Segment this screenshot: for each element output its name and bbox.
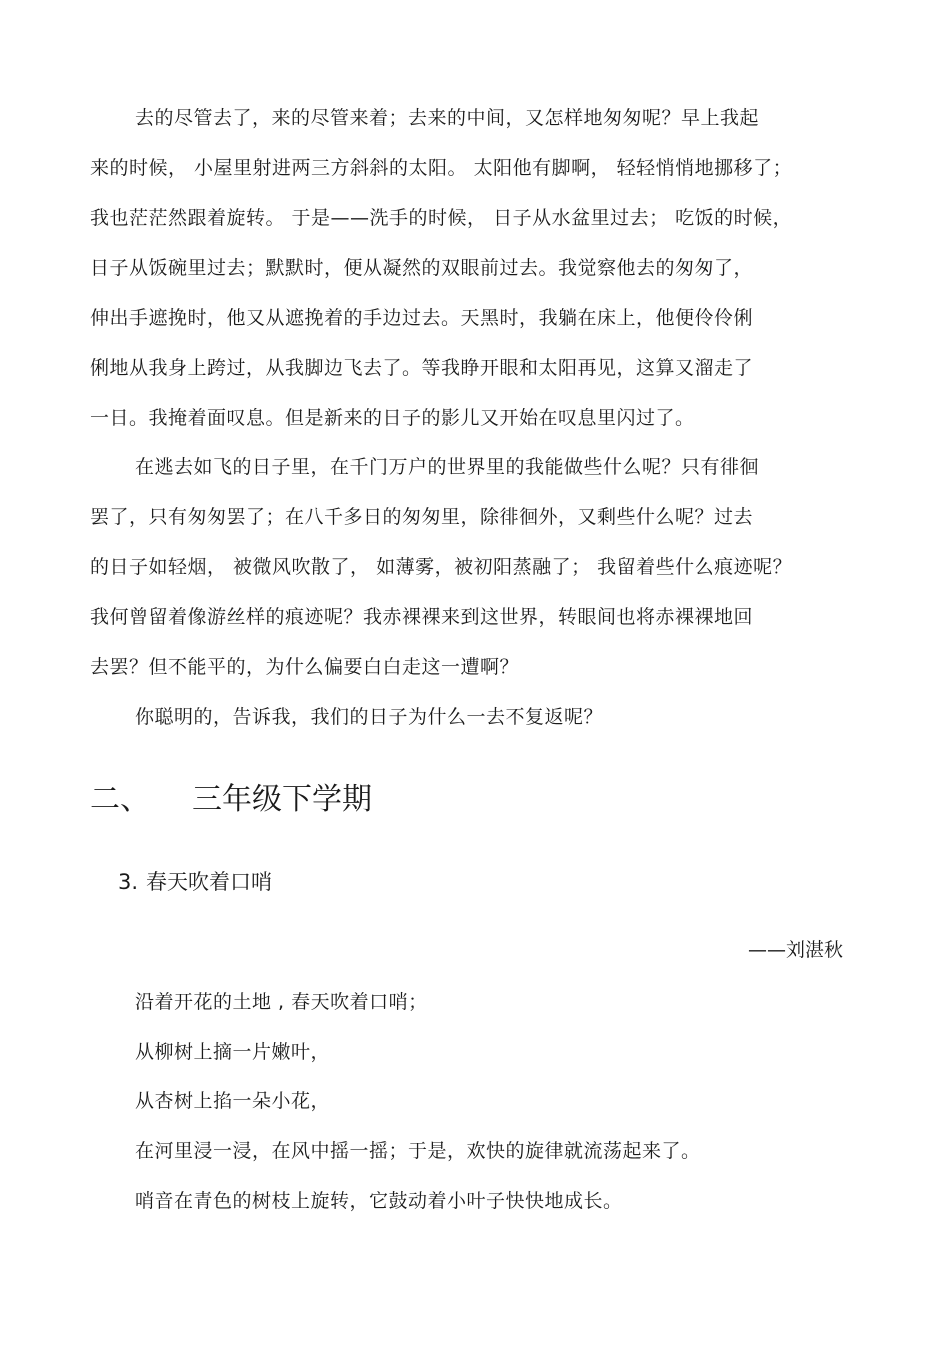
prose-line: 一日。我掩着面叹息。但是新来的日子的影儿又开始在叹息里闪过了。	[90, 407, 695, 429]
poem-line: 从柳树上摘一片嫩叶，	[135, 1041, 331, 1063]
prose-line: 来的时候， 小屋里射进两三方斜斜的太阳。 太阳他有脚啊， 轻轻悄悄地挪移了；	[90, 157, 793, 179]
prose-line: 伸出手遮挽时，他又从遮挽着的手边过去。天黑时，我躺在床上，他便伶伶俐	[90, 307, 754, 329]
prose-line: 我也茫茫然跟着旋转。 于是——洗手的时候， 日子从水盆里过去； 吃饭的时候，	[90, 207, 793, 229]
prose-line: 在逃去如飞的日子里，在千门万户的世界里的我能做些什么呢？只有徘徊	[135, 456, 760, 478]
poem-line: 哨音在青色的树枝上旋转，它鼓动着小叶子快快地成长。	[135, 1190, 623, 1212]
poem-heading	[118, 868, 272, 896]
poem-author: ——刘湛秋	[747, 939, 843, 961]
prose-line: 俐地从我身上跨过，从我脚边飞去了。等我睁开眼和太阳再见，这算又溜走了	[90, 357, 754, 379]
prose-line: 的日子如轻烟， 被微风吹散了， 如薄雾，被初阳蒸融了； 我留着些什么痕迹呢？	[90, 556, 793, 578]
section-title: 三年级下学期	[192, 782, 372, 817]
poem-number: 3.	[118, 870, 139, 894]
poem-title: 春天吹着口哨	[146, 870, 273, 894]
poem-line: 从杏树上掐一朵小花，	[135, 1090, 331, 1112]
poem-line: 沿着开花的土地 , 春天吹着口哨；	[135, 991, 428, 1013]
prose-line: 日子从饭碗里过去；默默时，便从凝然的双眼前过去。我觉察他去的匆匆了，	[90, 257, 754, 279]
section-heading	[90, 780, 372, 820]
prose-line: 你聪明的，告诉我，我们的日子为什么一去不复返呢？	[135, 706, 604, 728]
prose-line: 罢了，只有匆匆罢了；在八千多日的匆匆里，除徘徊外，又剩些什么呢？过去	[90, 506, 754, 528]
prose-line: 去的尽管去了，来的尽管来着；去来的中间，又怎样地匆匆呢？早上我起	[135, 107, 760, 129]
section-number: 二、	[90, 782, 150, 817]
poem-line: 在河里浸一浸，在风中摇一摇；于是，欢快的旋律就流荡起来了。	[135, 1140, 701, 1162]
prose-line: 去罢？但不能平的，为什么偏要白白走这一遭啊？	[90, 656, 520, 678]
prose-line: 我何曾留着像游丝样的痕迹呢？我赤裸裸来到这世界，转眼间也将赤裸裸地回	[90, 606, 754, 628]
